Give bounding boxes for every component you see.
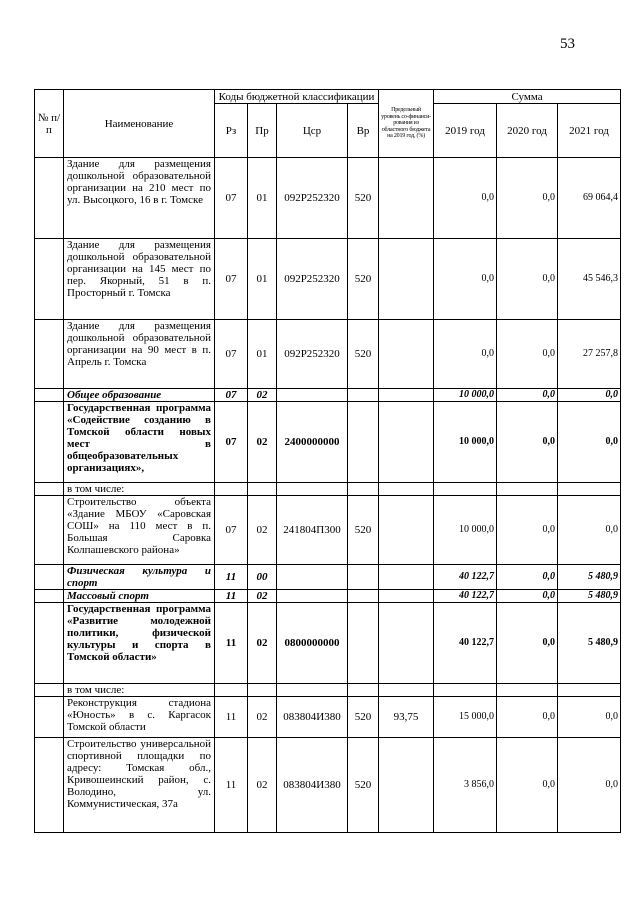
table-row [35, 565, 621, 590]
row-limit [379, 402, 434, 483]
row-limit [379, 158, 434, 239]
header-2020: 2020 год [497, 104, 558, 158]
row-pr: 02 [248, 697, 277, 738]
row-num [35, 158, 64, 239]
row-2020: 0,0 [497, 389, 558, 402]
row-2021: 5 480,9 [558, 590, 621, 603]
row-csr: 083804И380 [277, 738, 348, 833]
row-num [35, 239, 64, 320]
row-csr: 092P252320 [277, 158, 348, 239]
row-vr: 520 [348, 239, 379, 320]
row-2020: 0,0 [497, 603, 558, 684]
row-csr: 0800000000 [277, 603, 348, 684]
row-rz: 07 [215, 389, 248, 402]
table-row [35, 389, 621, 402]
row-2019: 10 000,0 [434, 389, 497, 402]
row-2020: 0,0 [497, 590, 558, 603]
table-row [35, 239, 621, 320]
table-row [35, 496, 621, 565]
row-2020 [497, 684, 558, 697]
row-2021: 5 480,9 [558, 565, 621, 590]
row-limit: 93,75 [379, 697, 434, 738]
row-2019 [434, 483, 497, 496]
row-vr: 520 [348, 697, 379, 738]
row-2020: 0,0 [497, 697, 558, 738]
row-num [35, 684, 64, 697]
table-row [35, 590, 621, 603]
row-name: Государственная программа «Развитие молодежной политики, физической культуры и спорта в Томской области» [64, 603, 215, 684]
row-vr [348, 389, 379, 402]
row-name: Здание для размещения дошкольной образовательной организации на 145 мест по пер. Якорный, 51 в п. Просторный г. Томска [64, 239, 215, 320]
header-2021: 2021 год [558, 104, 621, 158]
row-pr: 02 [248, 496, 277, 565]
header-csr: Цср [277, 104, 348, 158]
row-rz: 07 [215, 320, 248, 389]
row-rz: 11 [215, 565, 248, 590]
row-2019: 0,0 [434, 239, 497, 320]
row-csr [277, 483, 348, 496]
row-csr: 092P252320 [277, 239, 348, 320]
row-2019: 40 122,7 [434, 590, 497, 603]
row-pr: 02 [248, 603, 277, 684]
row-vr: 520 [348, 738, 379, 833]
row-limit [379, 738, 434, 833]
row-2020: 0,0 [497, 496, 558, 565]
row-limit [379, 590, 434, 603]
row-pr: 02 [248, 738, 277, 833]
row-2020: 0,0 [497, 239, 558, 320]
row-pr: 02 [248, 590, 277, 603]
table-row [35, 697, 621, 738]
header-sum: Сумма [434, 90, 621, 104]
row-2021 [558, 684, 621, 697]
row-limit [379, 603, 434, 684]
row-2021: 0,0 [558, 697, 621, 738]
row-2021: 0,0 [558, 402, 621, 483]
row-name: Строительство универсальной спортивной площадки по адресу: Томская обл., Кривошеинский район, с. Володино, ул. Коммунистическая, 37а [64, 738, 215, 833]
row-rz: 07 [215, 496, 248, 565]
row-num [35, 496, 64, 565]
row-limit [379, 496, 434, 565]
table-row [35, 402, 621, 483]
row-rz [215, 483, 248, 496]
row-name: Здание для размещения дошкольной образовательной организации на 90 мест в п. Апрель г. Томска [64, 320, 215, 389]
row-2021 [558, 483, 621, 496]
row-2020: 0,0 [497, 158, 558, 239]
row-pr: 00 [248, 565, 277, 590]
row-num [35, 389, 64, 402]
row-2021: 0,0 [558, 496, 621, 565]
row-name: Государственная программа «Содействие созданию в Томской области новых мест в общеобразовательных организациях», [64, 402, 215, 483]
table-row [35, 320, 621, 389]
row-pr [248, 684, 277, 697]
row-2021: 69 064,4 [558, 158, 621, 239]
row-2019 [434, 684, 497, 697]
row-rz: 07 [215, 239, 248, 320]
row-2020: 0,0 [497, 320, 558, 389]
budget-table [34, 89, 621, 833]
table-row [35, 738, 621, 833]
row-num [35, 483, 64, 496]
row-name: в том числе: [64, 684, 215, 697]
row-vr [348, 402, 379, 483]
row-num [35, 603, 64, 684]
row-2019: 10 000,0 [434, 496, 497, 565]
row-limit [379, 684, 434, 697]
row-name: Реконструкция стадиона «Юность» в с. Каргасок Томской области [64, 697, 215, 738]
row-name: Здание для размещения дошкольной образовательной организации на 210 мест по ул. Высоцкого, 16 в г. Томске [64, 158, 215, 239]
row-vr: 520 [348, 496, 379, 565]
row-csr: 2400000000 [277, 402, 348, 483]
header-limit: Предельный уровень со-финанси-рования из областного бюджета на 2019 год, (%) [379, 90, 434, 158]
row-num [35, 697, 64, 738]
row-num [35, 320, 64, 389]
row-rz: 07 [215, 158, 248, 239]
row-num [35, 565, 64, 590]
row-vr [348, 684, 379, 697]
row-csr: 092P252320 [277, 320, 348, 389]
row-name: Массовый спорт [64, 590, 215, 603]
row-2020: 0,0 [497, 738, 558, 833]
row-2020: 0,0 [497, 402, 558, 483]
row-pr: 02 [248, 389, 277, 402]
row-csr [277, 565, 348, 590]
row-pr: 01 [248, 158, 277, 239]
row-limit [379, 483, 434, 496]
header-2019: 2019 год [434, 104, 497, 158]
header-rz: Рз [215, 104, 248, 158]
header-num: № п/п [35, 90, 64, 158]
row-limit [379, 239, 434, 320]
row-vr: 520 [348, 320, 379, 389]
row-2020: 0,0 [497, 565, 558, 590]
table-row [35, 603, 621, 684]
row-2019: 0,0 [434, 158, 497, 239]
row-rz [215, 684, 248, 697]
row-2019: 3 856,0 [434, 738, 497, 833]
row-pr: 02 [248, 402, 277, 483]
row-rz: 11 [215, 738, 248, 833]
row-vr [348, 483, 379, 496]
row-name: Строительство объекта «Здание МБОУ «Саровская СОШ» на 110 мест в п. Большая Саровка Колпашевского района» [64, 496, 215, 565]
table-row [35, 483, 621, 496]
row-rz: 11 [215, 590, 248, 603]
row-2021: 0,0 [558, 738, 621, 833]
row-rz: 11 [215, 697, 248, 738]
row-csr [277, 684, 348, 697]
row-limit [379, 389, 434, 402]
row-csr [277, 590, 348, 603]
row-rz: 07 [215, 402, 248, 483]
row-csr [277, 389, 348, 402]
row-name: в том числе: [64, 483, 215, 496]
row-limit [379, 320, 434, 389]
row-name: Общее образование [64, 389, 215, 402]
row-2021: 5 480,9 [558, 603, 621, 684]
row-2020 [497, 483, 558, 496]
row-2021: 45 546,3 [558, 239, 621, 320]
row-name: Физическая культура и спорт [64, 565, 215, 590]
table-row [35, 158, 621, 239]
row-num [35, 402, 64, 483]
row-2019: 40 122,7 [434, 565, 497, 590]
row-num [35, 738, 64, 833]
row-2021: 0,0 [558, 389, 621, 402]
row-2019: 15 000,0 [434, 697, 497, 738]
row-vr [348, 603, 379, 684]
row-2019: 10 000,0 [434, 402, 497, 483]
page-number: 53 [560, 36, 575, 52]
row-csr: 241804П300 [277, 496, 348, 565]
row-num [35, 590, 64, 603]
row-csr: 083804И380 [277, 697, 348, 738]
row-pr: 01 [248, 320, 277, 389]
row-2019: 40 122,7 [434, 603, 497, 684]
row-2021: 27 257,8 [558, 320, 621, 389]
row-pr [248, 483, 277, 496]
header-pr: Пр [248, 104, 277, 158]
header-vr: Вр [348, 104, 379, 158]
row-vr [348, 590, 379, 603]
row-vr [348, 565, 379, 590]
row-limit [379, 565, 434, 590]
row-vr: 520 [348, 158, 379, 239]
row-rz: 11 [215, 603, 248, 684]
table-row [35, 684, 621, 697]
header-name: Наименование [64, 90, 215, 158]
header-codes: Коды бюджетной классификации [215, 90, 379, 104]
row-2019: 0,0 [434, 320, 497, 389]
row-pr: 01 [248, 239, 277, 320]
